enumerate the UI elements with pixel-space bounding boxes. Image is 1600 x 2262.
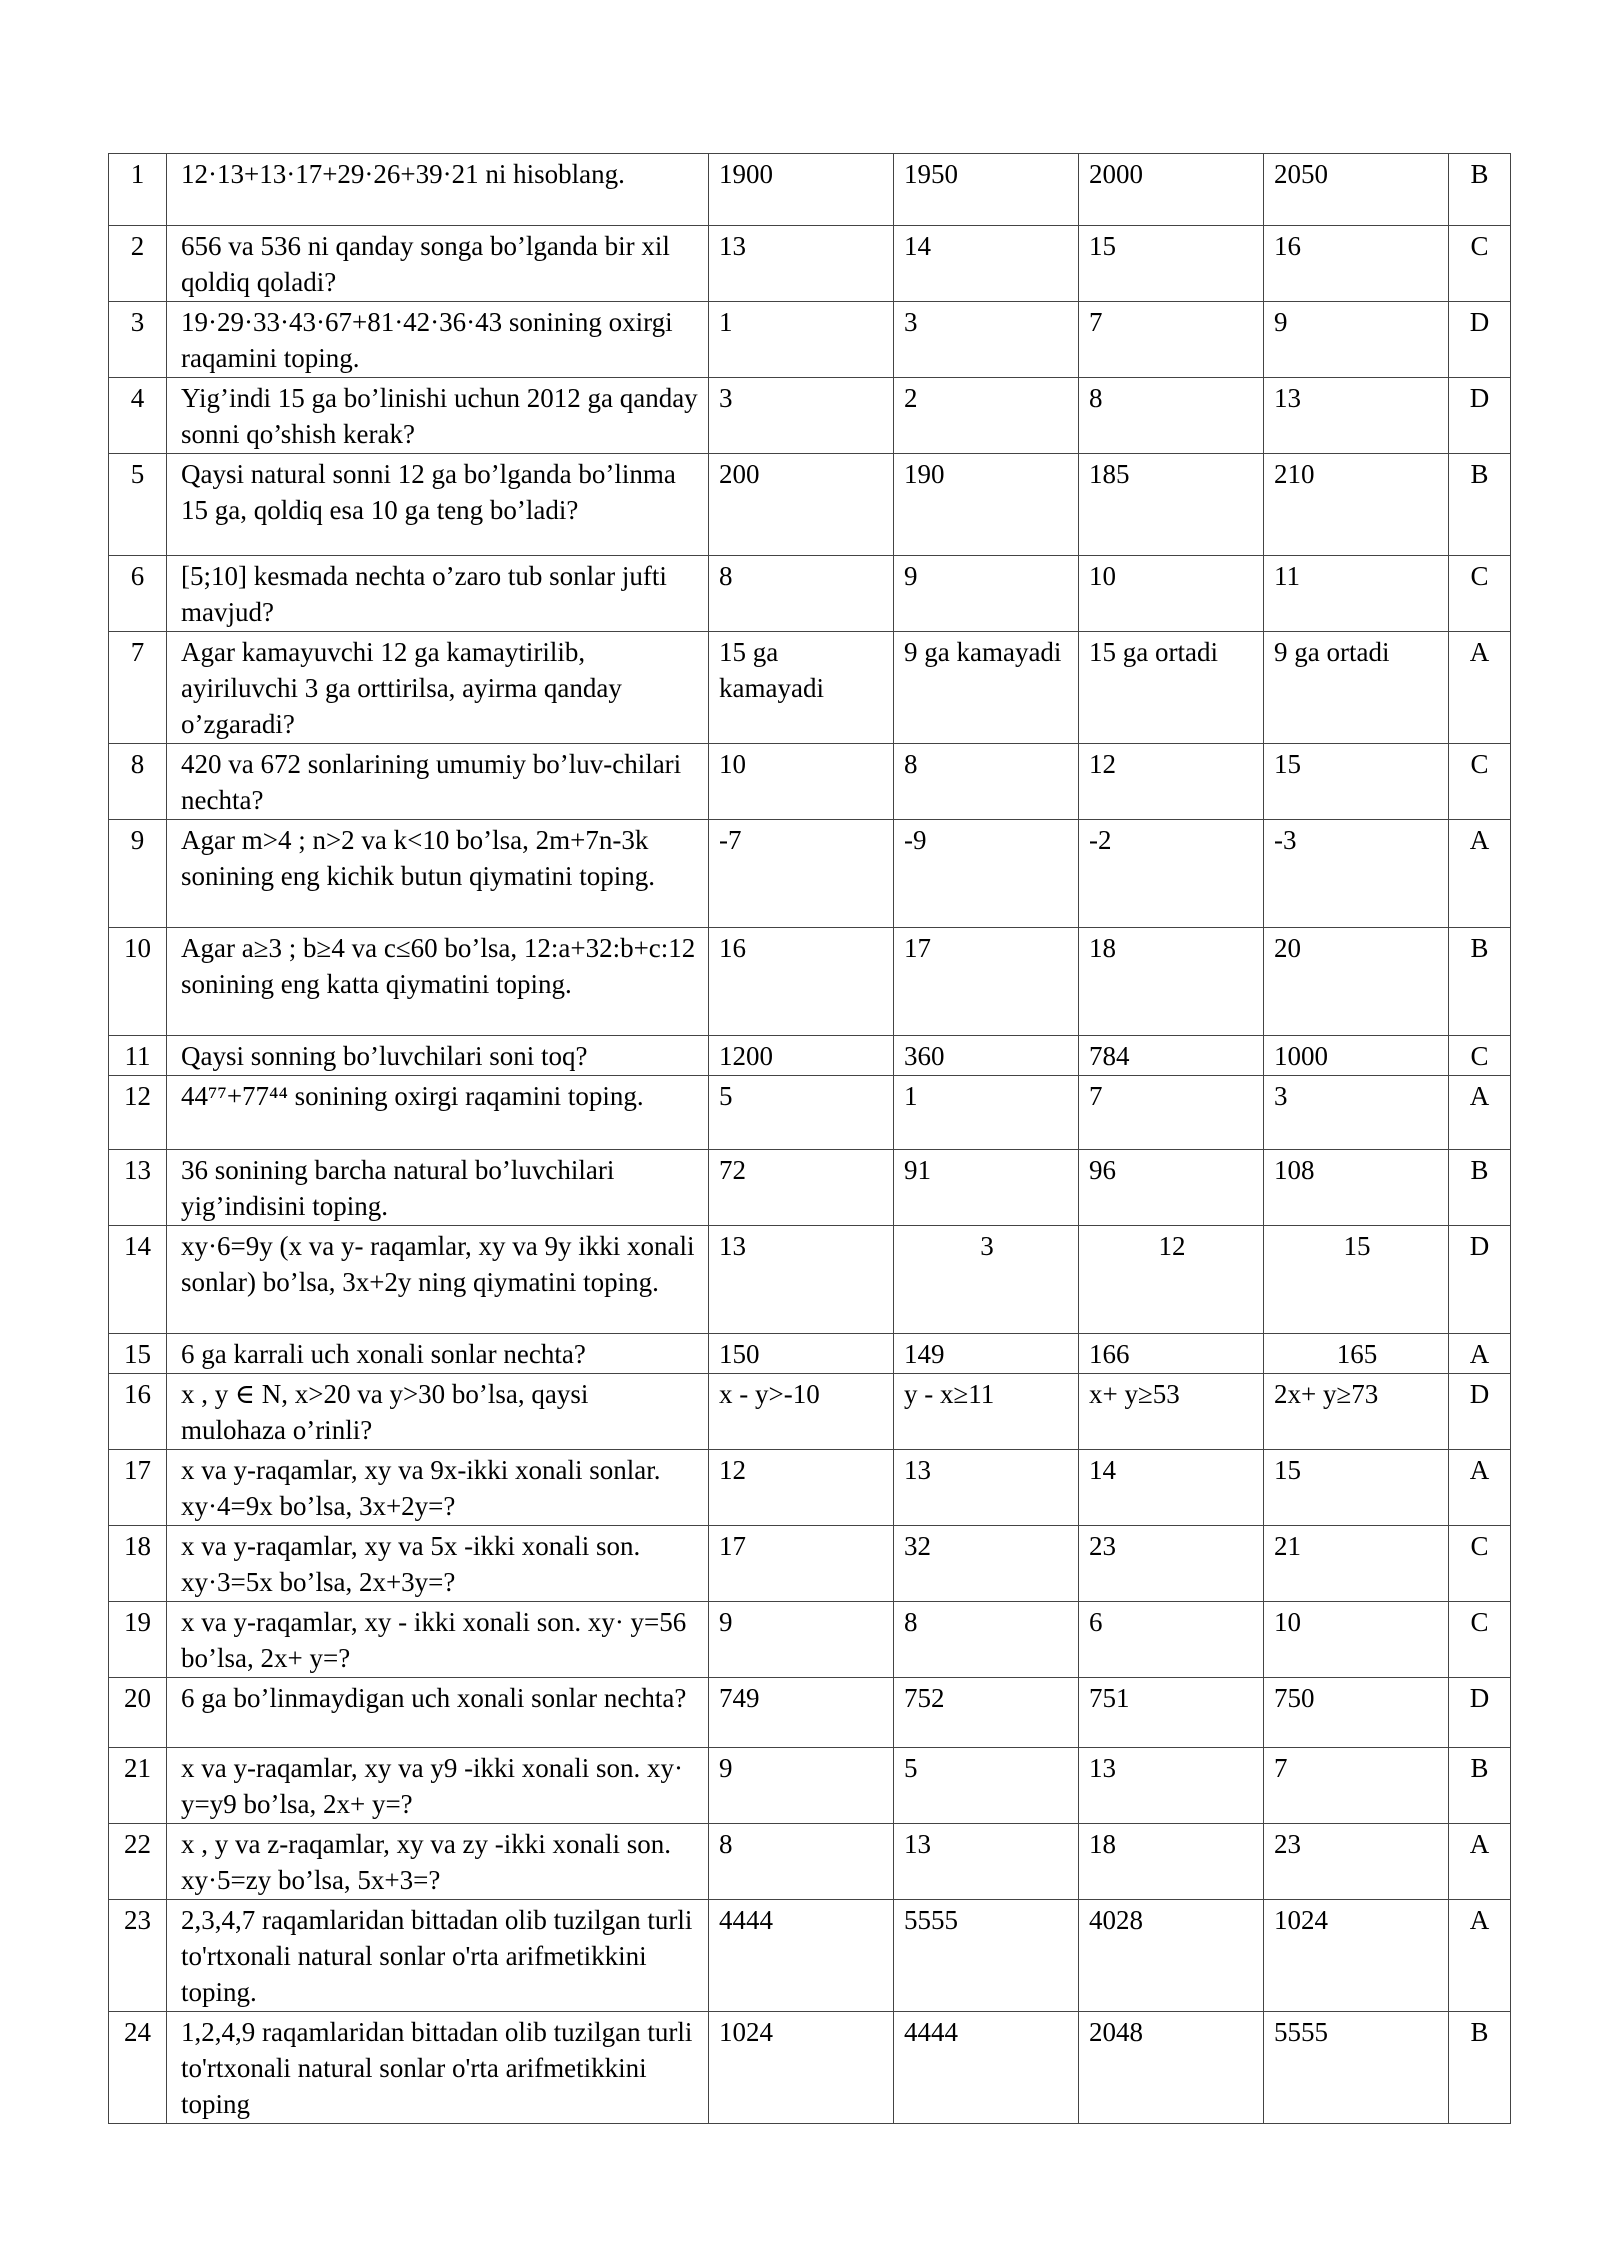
option-a: 9: [709, 1748, 894, 1824]
option-a: 15 ga kamayadi: [709, 632, 894, 744]
question-text: x va y-raqamlar, xy va y9 -ikki xonali son. xy· y=y9 bo’lsa, 2x+ y=?: [167, 1748, 709, 1824]
question-row-18: [109, 1526, 1511, 1602]
question-text: x va y-raqamlar, xy - ikki xonali son. xy· y=56 bo’lsa, 2x+ y=?: [167, 1602, 709, 1678]
question-row-13: [109, 1150, 1511, 1226]
option-d: 2x+ y≥73: [1264, 1374, 1449, 1450]
option-a: 3: [709, 378, 894, 454]
answer-key: D: [1449, 378, 1511, 454]
option-b: 1950: [894, 154, 1079, 226]
question-number: 16: [109, 1374, 167, 1450]
question-text: 44⁷⁷+77⁴⁴ sonining oxirgi raqamini toping.: [167, 1076, 709, 1150]
option-a: x - y>-10: [709, 1374, 894, 1450]
option-d: 11: [1264, 556, 1449, 632]
question-text: Agar m>4 ; n>2 va k<10 bo’lsa, 2m+7n-3k sonining eng kichik butun qiymatini toping.: [167, 820, 709, 928]
question-number: 18: [109, 1526, 167, 1602]
question-text: 6 ga karrali uch xonali sonlar nechta?: [167, 1334, 709, 1374]
question-number: 21: [109, 1748, 167, 1824]
option-c: 166: [1079, 1334, 1264, 1374]
option-d: 13: [1264, 378, 1449, 454]
option-a: 17: [709, 1526, 894, 1602]
question-row-24: [109, 2012, 1511, 2124]
option-b: 190: [894, 454, 1079, 556]
option-c: -2: [1079, 820, 1264, 928]
question-number: 5: [109, 454, 167, 556]
option-a: 749: [709, 1678, 894, 1748]
option-d: 108: [1264, 1150, 1449, 1226]
option-c: 751: [1079, 1678, 1264, 1748]
option-d: 1000: [1264, 1036, 1449, 1076]
answer-key: A: [1449, 1076, 1511, 1150]
option-c: 2048: [1079, 2012, 1264, 2124]
question-row-11: [109, 1036, 1511, 1076]
question-row-5: [109, 454, 1511, 556]
question-number: 14: [109, 1226, 167, 1334]
question-row-2: [109, 226, 1511, 302]
option-d: 9 ga ortadi: [1264, 632, 1449, 744]
question-text: x va y-raqamlar, xy va 9x-ikki xonali sonlar. xy·4=9x bo’lsa, 3x+2y=?: [167, 1450, 709, 1526]
option-d: 2050: [1264, 154, 1449, 226]
option-b: 9 ga kamayadi: [894, 632, 1079, 744]
question-number: 19: [109, 1602, 167, 1678]
option-d: 750: [1264, 1678, 1449, 1748]
question-row-17: [109, 1450, 1511, 1526]
question-row-23: [109, 1900, 1511, 2012]
question-row-21: [109, 1748, 1511, 1824]
answer-key: A: [1449, 1824, 1511, 1900]
question-row-14: [109, 1226, 1511, 1334]
answer-key: A: [1449, 1334, 1511, 1374]
option-b: 91: [894, 1150, 1079, 1226]
question-number: 13: [109, 1150, 167, 1226]
option-c: 14: [1079, 1450, 1264, 1526]
question-number: 6: [109, 556, 167, 632]
option-c: 12: [1079, 1226, 1264, 1334]
answer-key: A: [1449, 1450, 1511, 1526]
question-number: 2: [109, 226, 167, 302]
option-c: 23: [1079, 1526, 1264, 1602]
questions-table-body: [109, 154, 1511, 2124]
question-number: 15: [109, 1334, 167, 1374]
option-a: 13: [709, 226, 894, 302]
question-row-1: [109, 154, 1511, 226]
option-c: 7: [1079, 1076, 1264, 1150]
answer-key: C: [1449, 226, 1511, 302]
option-a: 150: [709, 1334, 894, 1374]
option-b: 32: [894, 1526, 1079, 1602]
option-b: 752: [894, 1678, 1079, 1748]
option-a: 72: [709, 1150, 894, 1226]
option-b: 17: [894, 928, 1079, 1036]
option-b: 4444: [894, 2012, 1079, 2124]
question-text: Qaysi natural sonni 12 ga bo’lganda bo’linma 15 ga, qoldiq esa 10 ga teng bo’ladi?: [167, 454, 709, 556]
question-text: 6 ga bo’linmaydigan uch xonali sonlar nechta?: [167, 1678, 709, 1748]
question-text: 1,2,4,9 raqamlaridan bittadan olib tuzilgan turli to'rtxonali natural sonlar o'rta arifmetikkini toping: [167, 2012, 709, 2124]
option-b: 360: [894, 1036, 1079, 1076]
option-c: 13: [1079, 1748, 1264, 1824]
option-a: 13: [709, 1226, 894, 1334]
answer-key: C: [1449, 1036, 1511, 1076]
option-b: 149: [894, 1334, 1079, 1374]
option-a: 200: [709, 454, 894, 556]
option-b: 3: [894, 302, 1079, 378]
answer-key: A: [1449, 820, 1511, 928]
question-text: xy·6=9y (x va y- raqamlar, xy va 9y ikki xonali sonlar) bo’lsa, 3x+2y ning qiymatini toping.: [167, 1226, 709, 1334]
question-row-19: [109, 1602, 1511, 1678]
question-number: 12: [109, 1076, 167, 1150]
option-b: 3: [894, 1226, 1079, 1334]
option-d: 20: [1264, 928, 1449, 1036]
option-d: 15: [1264, 1450, 1449, 1526]
answer-key: D: [1449, 1226, 1511, 1334]
option-c: 15: [1079, 226, 1264, 302]
question-number: 20: [109, 1678, 167, 1748]
option-d: 1024: [1264, 1900, 1449, 2012]
question-number: 3: [109, 302, 167, 378]
option-c: 18: [1079, 928, 1264, 1036]
answer-key: B: [1449, 154, 1511, 226]
option-a: 1024: [709, 2012, 894, 2124]
question-text: Agar a≥3 ; b≥4 va c≤60 bo’lsa, 12:a+32:b+c:12 sonining eng katta qiymatini toping.: [167, 928, 709, 1036]
question-number: 7: [109, 632, 167, 744]
option-d: 210: [1264, 454, 1449, 556]
option-c: 6: [1079, 1602, 1264, 1678]
option-b: 13: [894, 1824, 1079, 1900]
option-b: 9: [894, 556, 1079, 632]
question-number: 9: [109, 820, 167, 928]
question-row-4: [109, 378, 1511, 454]
question-number: 11: [109, 1036, 167, 1076]
option-c: 4028: [1079, 1900, 1264, 2012]
option-a: 9: [709, 1602, 894, 1678]
option-b: 5555: [894, 1900, 1079, 2012]
question-text: Agar kamayuvchi 12 ga kamaytirilib, ayiriluvchi 3 ga orttirilsa, ayirma qanday o’zgaradi?: [167, 632, 709, 744]
question-text: 12·13+13·17+29·26+39·21 ni hisoblang.: [167, 154, 709, 226]
option-a: 1200: [709, 1036, 894, 1076]
option-b: 13: [894, 1450, 1079, 1526]
question-number: 17: [109, 1450, 167, 1526]
question-number: 24: [109, 2012, 167, 2124]
option-c: 7: [1079, 302, 1264, 378]
option-b: y - x≥11: [894, 1374, 1079, 1450]
option-d: 9: [1264, 302, 1449, 378]
option-d: 16: [1264, 226, 1449, 302]
option-b: 14: [894, 226, 1079, 302]
option-c: 784: [1079, 1036, 1264, 1076]
answer-key: A: [1449, 1900, 1511, 2012]
option-c: 2000: [1079, 154, 1264, 226]
option-d: 165: [1264, 1334, 1449, 1374]
question-row-16: [109, 1374, 1511, 1450]
question-number: 10: [109, 928, 167, 1036]
option-a: 4444: [709, 1900, 894, 2012]
question-text: 656 va 536 ni qanday songa bo’lganda bir xil qoldiq qoladi?: [167, 226, 709, 302]
option-b: 8: [894, 744, 1079, 820]
question-row-3: [109, 302, 1511, 378]
question-text: Yig’indi 15 ga bo’linishi uchun 2012 ga qanday sonni qo’shish kerak?: [167, 378, 709, 454]
question-number: 23: [109, 1900, 167, 2012]
option-d: 15: [1264, 744, 1449, 820]
option-d: 21: [1264, 1526, 1449, 1602]
option-b: 2: [894, 378, 1079, 454]
question-text: Qaysi sonning bo’luvchilari soni toq?: [167, 1036, 709, 1076]
question-row-15: [109, 1334, 1511, 1374]
answer-key: C: [1449, 1602, 1511, 1678]
question-number: 4: [109, 378, 167, 454]
question-row-22: [109, 1824, 1511, 1900]
answer-key: B: [1449, 1748, 1511, 1824]
question-row-6: [109, 556, 1511, 632]
answer-key: B: [1449, 454, 1511, 556]
option-d: 5555: [1264, 2012, 1449, 2124]
option-c: 10: [1079, 556, 1264, 632]
option-a: 1900: [709, 154, 894, 226]
option-c: 96: [1079, 1150, 1264, 1226]
question-text: [5;10] kesmada nechta o’zaro tub sonlar jufti mavjud?: [167, 556, 709, 632]
question-text: 420 va 672 sonlarining umumiy bo’luv-chilari nechta?: [167, 744, 709, 820]
question-text: x , y ∈ N, x>20 va y>30 bo’lsa, qaysi mulohaza o’rinli?: [167, 1374, 709, 1450]
answer-key: B: [1449, 928, 1511, 1036]
question-row-10: [109, 928, 1511, 1036]
option-a: 5: [709, 1076, 894, 1150]
option-d: 7: [1264, 1748, 1449, 1824]
option-c: 15 ga ortadi: [1079, 632, 1264, 744]
question-number: 22: [109, 1824, 167, 1900]
option-c: 8: [1079, 378, 1264, 454]
answer-key: B: [1449, 2012, 1511, 2124]
question-row-8: [109, 744, 1511, 820]
option-a: -7: [709, 820, 894, 928]
option-a: 8: [709, 556, 894, 632]
option-c: 185: [1079, 454, 1264, 556]
answer-key: C: [1449, 744, 1511, 820]
option-a: 12: [709, 1450, 894, 1526]
question-text: x va y-raqamlar, xy va 5x -ikki xonali son. xy·3=5x bo’lsa, 2x+3y=?: [167, 1526, 709, 1602]
answer-key: D: [1449, 1678, 1511, 1748]
option-d: 15: [1264, 1226, 1449, 1334]
question-text: 2,3,4,7 raqamlaridan bittadan olib tuzilgan turli to'rtxonali natural sonlar o'rta arifmetikkini toping.: [167, 1900, 709, 2012]
option-b: -9: [894, 820, 1079, 928]
question-text: 19·29·33·43·67+81·42·36·43 sonining oxirgi raqamini toping.: [167, 302, 709, 378]
question-text: 36 sonining barcha natural bo’luvchilari yig’indisini toping.: [167, 1150, 709, 1226]
question-row-12: [109, 1076, 1511, 1150]
answer-key: A: [1449, 632, 1511, 744]
option-b: 1: [894, 1076, 1079, 1150]
option-d: -3: [1264, 820, 1449, 928]
option-c: x+ y≥53: [1079, 1374, 1264, 1450]
question-number: 8: [109, 744, 167, 820]
question-row-20: [109, 1678, 1511, 1748]
answer-key: C: [1449, 556, 1511, 632]
questions-table: [108, 153, 1511, 2124]
option-a: 1: [709, 302, 894, 378]
option-b: 8: [894, 1602, 1079, 1678]
answer-key: D: [1449, 302, 1511, 378]
question-row-9: [109, 820, 1511, 928]
option-a: 10: [709, 744, 894, 820]
option-d: 3: [1264, 1076, 1449, 1150]
option-b: 5: [894, 1748, 1079, 1824]
answer-key: B: [1449, 1150, 1511, 1226]
answer-key: D: [1449, 1374, 1511, 1450]
question-text: x , y va z-raqamlar, xy va zy -ikki xonali son. xy·5=zy bo’lsa, 5x+3=?: [167, 1824, 709, 1900]
answer-key: C: [1449, 1526, 1511, 1602]
option-d: 10: [1264, 1602, 1449, 1678]
option-d: 23: [1264, 1824, 1449, 1900]
option-c: 12: [1079, 744, 1264, 820]
option-c: 18: [1079, 1824, 1264, 1900]
question-number: 1: [109, 154, 167, 226]
question-row-7: [109, 632, 1511, 744]
option-a: 16: [709, 928, 894, 1036]
option-a: 8: [709, 1824, 894, 1900]
